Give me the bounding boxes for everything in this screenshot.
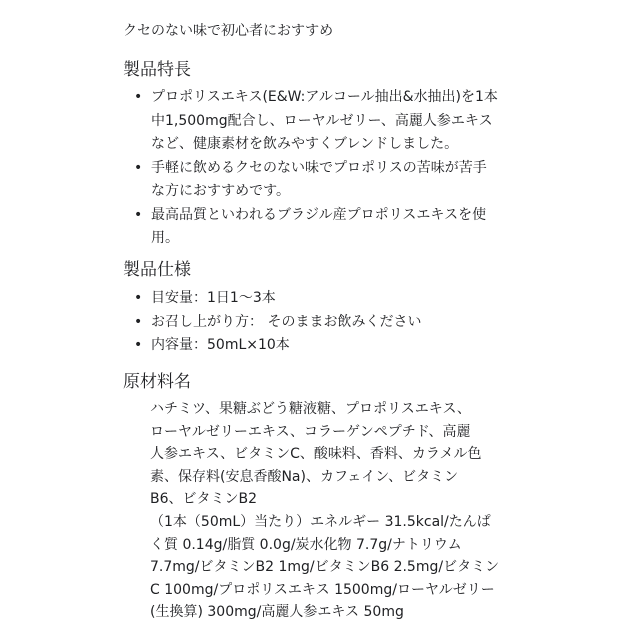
ingredients-line: （1本（50mL）当たり）エネルギー 31.5kcal/たんぱ: [150, 513, 491, 530]
list-item-text: 最高品質といわれるブラジル産プロポリスエキスを使: [151, 206, 487, 223]
list-item-text: など、健康素材を飲みやすくブレンドしました。: [151, 136, 459, 152]
bullet-icon: •: [134, 159, 143, 176]
list-item: [131, 311, 421, 335]
list-item: [131, 287, 421, 311]
ingredients-line: C 100mg/プロポリスエキス 1500mg/ローヤルゼリー: [150, 581, 495, 598]
specs-heading: 製品仕様: [123, 260, 191, 280]
bullet-icon: •: [134, 313, 143, 330]
ingredients-line: ローヤルゼリーエキス、コラーゲンペプチド、高麗: [150, 423, 471, 440]
bullet-icon: •: [134, 89, 143, 105]
ingredients-line: 素、保存料(安息香酸Na)、カフェイン、ビタミン: [150, 468, 459, 485]
list-item-text: プロポリスエキス(E&W:アルコール抽出&水抽出)を1本: [151, 89, 498, 105]
list-item-text: お召し上がり方： そのままお飲みください: [151, 313, 422, 330]
ingredients-line: 7.7mg/ビタミンB2 1mg/ビタミンB6 2.5mg/ビタミン: [150, 559, 500, 576]
list-item: [131, 86, 498, 157]
bullet-icon: •: [134, 290, 143, 306]
specs-list: [131, 287, 421, 358]
list-item: [131, 157, 498, 204]
list-item-text: 内容量：50mL×10本: [151, 337, 290, 353]
ingredients-line: ハチミツ、果糖ぶどう糖液糖、プロポリスエキス、: [150, 401, 471, 417]
features-heading: 製品特長: [123, 60, 191, 80]
features-list: [131, 86, 498, 251]
ingredients-line: B6、ビタミンB2: [150, 491, 258, 508]
ingredients-line: く質 0.14g/脂質 0.0g/炭水化物 7.7g/ナトリウム: [150, 536, 462, 553]
list-item-text: 目安量：1日1〜3本: [151, 290, 276, 306]
ingredients-line: (生換算) 300mg/高麗人参エキス 50mg: [150, 604, 404, 621]
ingredients-line: 人参エキス、ビタミンC、酸味料、香料、カラメル色: [150, 446, 482, 463]
list-item-text: な方におすすめです。: [151, 183, 291, 199]
list-item: [131, 204, 498, 251]
list-item-text: 中1,500mg配合し、ローヤルゼリー、高麗人参エキス: [151, 112, 493, 129]
list-item-text: 用。: [151, 230, 179, 246]
bullet-icon: •: [134, 206, 143, 223]
ingredients-heading: 原材料名: [123, 372, 191, 392]
list-item: [131, 334, 421, 358]
list-item-text: 手軽に飲めるクセのない味でプロポリスの苦味が苦手: [151, 159, 487, 176]
ingredients-text: [150, 398, 499, 624]
bullet-icon: •: [134, 337, 143, 353]
intro-text: クセのない味で初心者におすすめ: [123, 23, 334, 39]
